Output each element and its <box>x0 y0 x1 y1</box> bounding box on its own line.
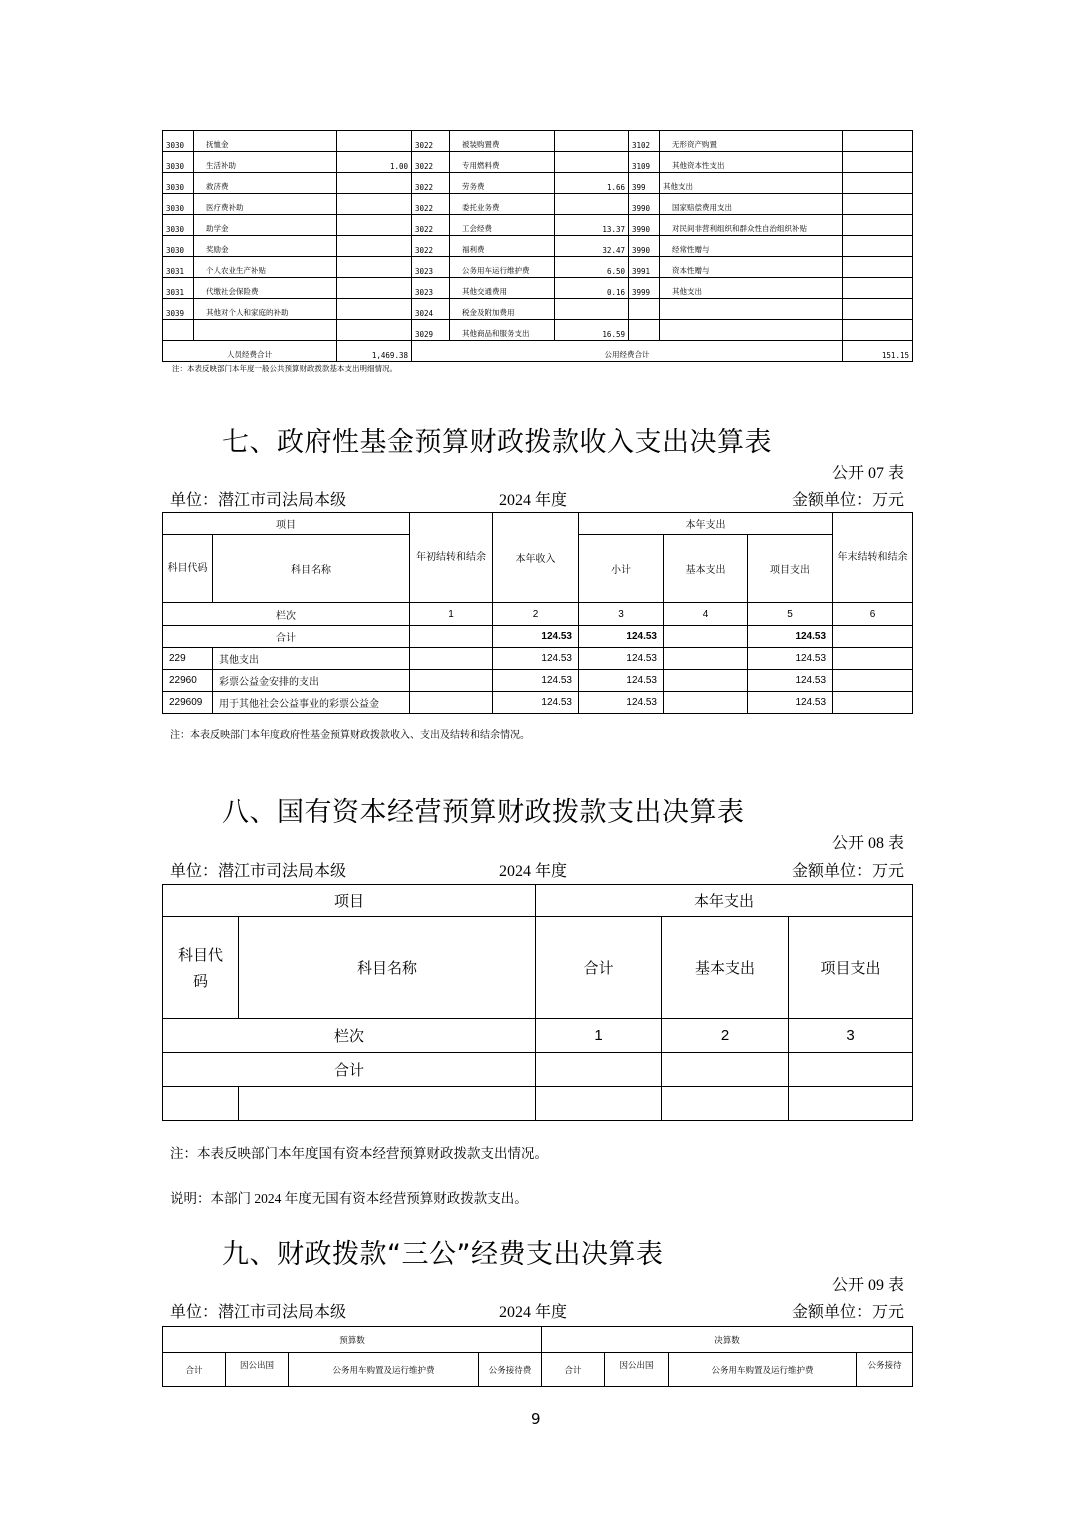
project-cell <box>789 1087 913 1121</box>
header-budget-reception: 公务接待费 <box>479 1353 542 1387</box>
name-cell: 其他支出 <box>660 278 843 299</box>
code-cell: 399 <box>629 173 660 194</box>
code-cell: 22960 <box>163 670 213 692</box>
code-cell: 3022 <box>412 236 450 257</box>
name-cell: 资本性赠与 <box>660 257 843 278</box>
header-budget: 预算数 <box>163 1327 542 1353</box>
name-cell: 福利费 <box>450 236 555 257</box>
col-no-5: 5 <box>748 603 833 626</box>
value-cell: 13.37 <box>555 215 629 236</box>
header-expense: 本年支出 <box>536 885 913 917</box>
col-no-3: 3 <box>579 603 664 626</box>
name-cell: 代缴社会保险费 <box>194 278 337 299</box>
section8-title: 八、国有资本经营预算财政拨款支出决算表 <box>222 797 745 828</box>
name-cell: 经常性赠与 <box>660 236 843 257</box>
income-cell: 124.53 <box>493 670 579 692</box>
value-cell <box>337 215 412 236</box>
total-cell <box>536 1053 662 1087</box>
table-row <box>163 299 913 320</box>
col-no-label: 栏次 <box>163 603 410 626</box>
value-cell: 0.16 <box>555 278 629 299</box>
code-cell: 3031 <box>163 257 194 278</box>
table-row <box>163 131 913 152</box>
code-cell: 3030 <box>163 215 194 236</box>
header-code: 科目代码 <box>163 917 239 1019</box>
personnel-total-label: 人员经费合计 <box>163 341 337 362</box>
total-income: 124.53 <box>493 626 579 648</box>
code-cell: 3990 <box>629 215 660 236</box>
project-cell: 124.53 <box>748 670 833 692</box>
total-basic <box>664 626 748 648</box>
code-cell: 3031 <box>163 278 194 299</box>
code-cell: 3990 <box>629 236 660 257</box>
end-cell <box>833 692 913 714</box>
value-cell: 1.00 <box>337 152 412 173</box>
header-basic: 基本支出 <box>662 917 789 1019</box>
name-cell: 专用燃料费 <box>450 152 555 173</box>
section8-explanation: 说明：本部门 2024 年度无国有资本经营预算财政拨款支出。 <box>170 1191 528 1206</box>
three-public-expenses-table <box>162 1326 913 1387</box>
header-final: 决算数 <box>542 1327 913 1353</box>
table-row <box>163 173 913 194</box>
code-cell: 3030 <box>163 236 194 257</box>
header-code: 科目代码 <box>163 535 213 603</box>
subtotal-cell: 124.53 <box>579 692 664 714</box>
table-row <box>163 278 913 299</box>
value-cell <box>555 299 629 320</box>
public-total-label: 公用经费合计 <box>412 341 843 362</box>
header-expense: 本年支出 <box>579 513 833 535</box>
section8-unit: 单位：潜江市司法局本级 <box>170 863 347 880</box>
value-cell <box>843 152 913 173</box>
name-cell: 劳务费 <box>450 173 555 194</box>
col-no-2: 2 <box>662 1019 789 1053</box>
code-cell: 3109 <box>629 152 660 173</box>
total-project: 124.53 <box>748 626 833 648</box>
header-income: 本年收入 <box>493 513 579 603</box>
value-cell <box>843 236 913 257</box>
subtotal-cell: 124.53 <box>579 648 664 670</box>
code-cell: 3102 <box>629 131 660 152</box>
code-cell <box>163 320 194 341</box>
project-cell <box>789 1053 913 1087</box>
basic-cell <box>662 1087 789 1121</box>
section9-unit: 单位：潜江市司法局本级 <box>170 1304 347 1321</box>
section8-form-no: 公开 08 表 <box>831 835 904 852</box>
name-cell: 被装购置费 <box>450 131 555 152</box>
section9-form-no: 公开 09 表 <box>831 1277 904 1294</box>
table-row <box>163 236 913 257</box>
table-row <box>163 152 913 173</box>
code-cell <box>629 320 660 341</box>
section8-year: 2024 年度 <box>499 863 568 880</box>
code-cell <box>163 1087 239 1121</box>
name-cell: 个人农业生产补贴 <box>194 257 337 278</box>
value-cell <box>555 152 629 173</box>
name-cell: 税金及附加费用 <box>450 299 555 320</box>
value-cell: 32.47 <box>555 236 629 257</box>
section9-year: 2024 年度 <box>499 1304 568 1321</box>
name-cell: 其他支出 <box>660 173 843 194</box>
basic-cell <box>662 1053 789 1087</box>
name-cell <box>660 320 843 341</box>
total-label: 合计 <box>163 626 410 648</box>
name-cell <box>239 1087 536 1121</box>
code-cell: 3022 <box>412 173 450 194</box>
name-cell <box>194 320 337 341</box>
totals-row <box>163 341 913 362</box>
begin-cell <box>410 648 493 670</box>
section7-year: 2024 年度 <box>499 492 568 509</box>
gov-fund-table <box>162 512 913 714</box>
value-cell <box>843 215 913 236</box>
value-cell <box>843 194 913 215</box>
code-cell: 3022 <box>412 152 450 173</box>
name-cell: 无形资产购置 <box>660 131 843 152</box>
name-cell: 工会经费 <box>450 215 555 236</box>
value-cell <box>337 131 412 152</box>
col-no-3: 3 <box>789 1019 913 1053</box>
table-row <box>163 670 913 692</box>
value-cell <box>337 320 412 341</box>
end-cell <box>833 648 913 670</box>
table-row <box>163 215 913 236</box>
name-cell: 其他交通费用 <box>450 278 555 299</box>
col-no-label: 栏次 <box>163 1019 536 1053</box>
name-cell: 公务用车运行维护费 <box>450 257 555 278</box>
total-row <box>163 626 913 648</box>
code-cell: 3999 <box>629 278 660 299</box>
total-cell <box>536 1087 662 1121</box>
total-end <box>833 626 913 648</box>
name-cell: 用于其他社会公益事业的彩票公益金 <box>213 692 410 714</box>
value-cell <box>555 194 629 215</box>
col-no-6: 6 <box>833 603 913 626</box>
name-cell: 委托业务费 <box>450 194 555 215</box>
value-cell: 1.66 <box>555 173 629 194</box>
name-cell: 其他支出 <box>213 648 410 670</box>
code-cell: 229609 <box>163 692 213 714</box>
basic-cell <box>664 670 748 692</box>
name-cell: 生活补助 <box>194 152 337 173</box>
section9-amount-unit: 金额单位：万元 <box>791 1304 904 1321</box>
header-subtotal: 小计 <box>579 535 664 603</box>
section7-amount-unit: 金额单位：万元 <box>791 492 904 509</box>
begin-cell <box>410 692 493 714</box>
header-total: 合计 <box>536 917 662 1019</box>
project-cell: 124.53 <box>748 692 833 714</box>
header-end-balance: 年末结转和结余 <box>833 513 913 603</box>
value-cell <box>337 236 412 257</box>
header-budget-abroad: 因公出国 <box>226 1353 289 1387</box>
table-row <box>163 648 913 670</box>
end-cell <box>833 670 913 692</box>
header-project: 项目支出 <box>748 535 833 603</box>
name-cell: 其他资本性支出 <box>660 152 843 173</box>
header-project: 项目支出 <box>789 917 913 1019</box>
name-cell: 抚恤金 <box>194 131 337 152</box>
subtotal-cell: 124.53 <box>579 670 664 692</box>
section8-note: 注：本表反映部门本年度国有资本经营预算财政拨款支出情况。 <box>170 1146 548 1161</box>
section7-note: 注：本表反映部门本年度政府性基金预算财政拨款收入、支出及结转和结余情况。 <box>170 730 530 741</box>
total-begin <box>410 626 493 648</box>
section9-title: 九、财政拨款“三公”经费支出决算表 <box>222 1239 664 1270</box>
name-cell: 对民间非营利组织和群众性自治组织补贴 <box>660 215 843 236</box>
header-begin-balance: 年初结转和结余 <box>410 513 493 603</box>
header-budget-total: 合计 <box>163 1353 226 1387</box>
table-row <box>163 257 913 278</box>
total-subtotal: 124.53 <box>579 626 664 648</box>
name-cell: 彩票公益金安排的支出 <box>213 670 410 692</box>
value-cell <box>555 131 629 152</box>
code-cell: 3024 <box>412 299 450 320</box>
value-cell <box>337 173 412 194</box>
section7-title: 七、政府性基金预算财政拨款收入支出决算表 <box>222 427 772 458</box>
begin-cell <box>410 670 493 692</box>
basic-expense-detail-table <box>162 130 913 362</box>
project-cell: 124.53 <box>748 648 833 670</box>
value-cell <box>843 278 913 299</box>
header-final-car: 公务用车购置及运行维护费 <box>669 1353 857 1387</box>
name-cell: 国家赔偿费用支出 <box>660 194 843 215</box>
code-cell: 3039 <box>163 299 194 320</box>
code-cell: 3022 <box>412 215 450 236</box>
name-cell: 救济费 <box>194 173 337 194</box>
header-item: 项目 <box>163 885 536 917</box>
empty-row <box>163 1087 913 1121</box>
header-final-total: 合计 <box>542 1353 605 1387</box>
income-cell: 124.53 <box>493 648 579 670</box>
total-row <box>163 1053 913 1087</box>
col-no-2: 2 <box>493 603 579 626</box>
name-cell: 其他商品和服务支出 <box>450 320 555 341</box>
value-cell: 6.50 <box>555 257 629 278</box>
name-cell: 医疗费补助 <box>194 194 337 215</box>
code-cell: 3030 <box>163 131 194 152</box>
table-row <box>163 692 913 714</box>
personnel-total-value: 1,469.38 <box>337 341 412 362</box>
value-cell <box>843 320 913 341</box>
col-no-1: 1 <box>536 1019 662 1053</box>
code-cell: 3023 <box>412 278 450 299</box>
code-cell: 3022 <box>412 131 450 152</box>
header-name: 科目名称 <box>239 917 536 1019</box>
state-capital-table <box>162 884 913 1121</box>
value-cell <box>337 299 412 320</box>
code-cell: 3023 <box>412 257 450 278</box>
name-cell: 奖励金 <box>194 236 337 257</box>
header-final-reception: 公务接待 <box>857 1353 913 1387</box>
section8-amount-unit: 金额单位：万元 <box>791 863 904 880</box>
code-cell <box>629 299 660 320</box>
value-cell <box>843 131 913 152</box>
table-row <box>163 194 913 215</box>
page-number: 9 <box>531 1410 541 1428</box>
code-cell: 3990 <box>629 194 660 215</box>
code-cell: 3030 <box>163 152 194 173</box>
total-label: 合计 <box>163 1053 536 1087</box>
table6-note: 注：本表反映部门本年度一般公共预算财政拨款基本支出明细情况。 <box>172 364 397 373</box>
income-cell: 124.53 <box>493 692 579 714</box>
name-cell <box>660 299 843 320</box>
value-cell <box>337 278 412 299</box>
header-budget-car: 公务用车购置及运行维护费 <box>289 1353 479 1387</box>
header-basic: 基本支出 <box>664 535 748 603</box>
value-cell: 16.59 <box>555 320 629 341</box>
section7-form-no: 公开 07 表 <box>831 465 904 482</box>
value-cell <box>337 194 412 215</box>
public-total-value: 151.15 <box>843 341 913 362</box>
code-cell: 3030 <box>163 194 194 215</box>
value-cell <box>843 173 913 194</box>
basic-cell <box>664 692 748 714</box>
header-name: 科目名称 <box>213 535 410 603</box>
header-item: 项目 <box>163 513 410 535</box>
code-cell: 229 <box>163 648 213 670</box>
code-cell: 3022 <box>412 194 450 215</box>
col-no-4: 4 <box>664 603 748 626</box>
name-cell: 其他对个人和家庭的补助 <box>194 299 337 320</box>
code-cell: 3030 <box>163 173 194 194</box>
table-row <box>163 320 913 341</box>
basic-cell <box>664 648 748 670</box>
col-no-1: 1 <box>410 603 493 626</box>
code-cell: 3991 <box>629 257 660 278</box>
name-cell: 助学金 <box>194 215 337 236</box>
code-cell: 3029 <box>412 320 450 341</box>
value-cell <box>337 257 412 278</box>
section7-unit: 单位：潜江市司法局本级 <box>170 492 347 509</box>
header-final-abroad: 因公出国 <box>605 1353 669 1387</box>
value-cell <box>843 299 913 320</box>
value-cell <box>843 257 913 278</box>
